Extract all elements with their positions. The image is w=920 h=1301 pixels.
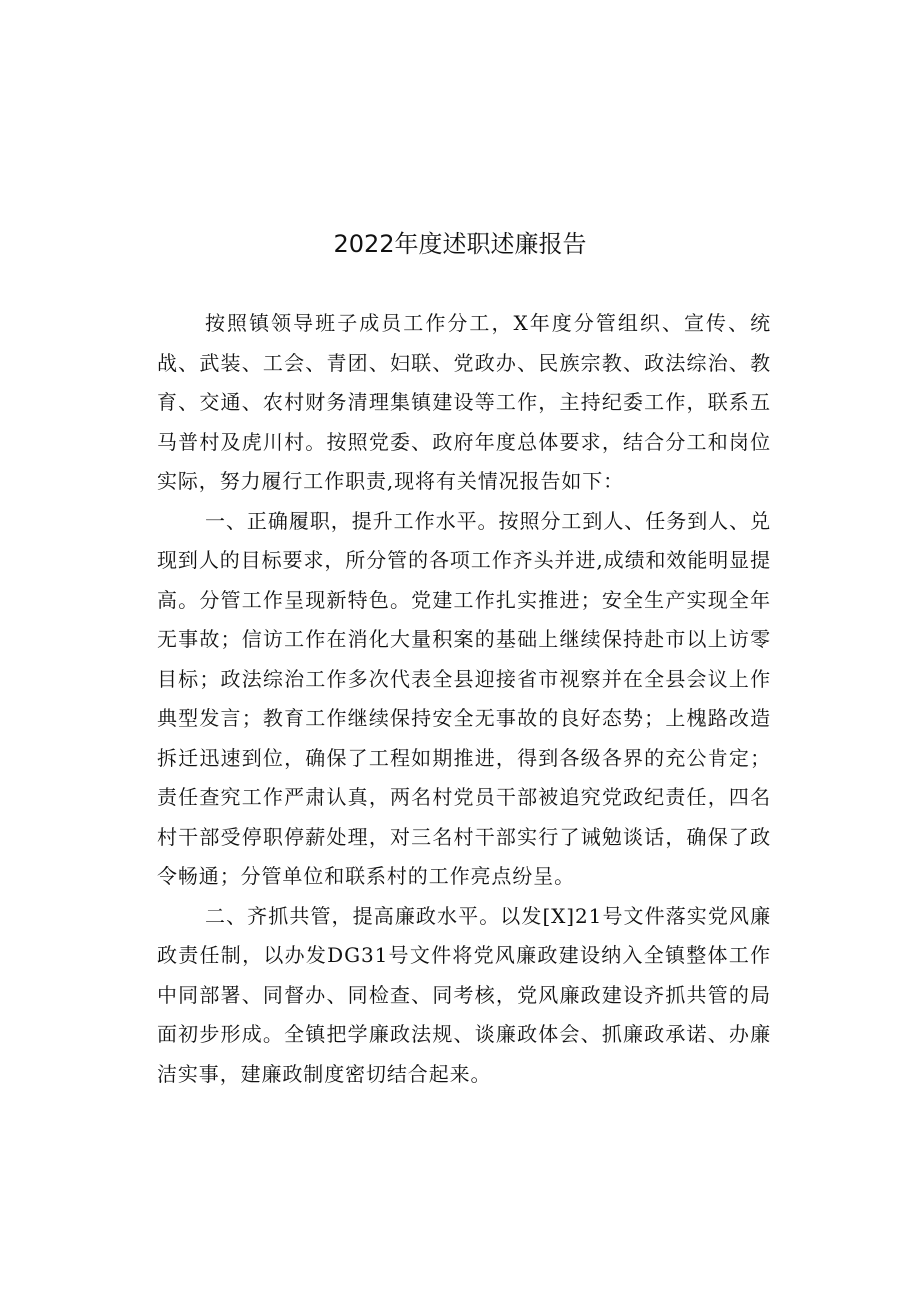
paragraph-section-two: 二、齐抓共管，提高廉政水平。以发[X]21号文件落实党风廉政责任制，以办发DG31号文件将党风廉政建设纳入全镇整体工作中同部署、同督办、同检查、同考核，党风廉政建设齐抓共管的局面初步形成。全镇把学廉政法规、谈廉政体会、抓廉政承诺、办廉洁实事，建廉政制度密切结合起来。 (157, 903, 771, 1086)
paragraph-intro: 按照镇领导班子成员工作分工，X年度分管组织、宣传、统战、武装、工会、青团、妇联、党政办、民族宗教、政法综治、教育、交通、农村财务清理集镇建设等工作，主持纪委工作，联系五马普村及虎川村。按照党委、政府年度总体要求，结合分工和岗位实际，努力履行工作职责,现将有关情况报告如下： (157, 311, 771, 493)
document-title: 2022年度述职述廉报告 (333, 230, 587, 258)
document-body (157, 304, 771, 1094)
paragraph-section-one: 一、正确履职，提升工作水平。按照分工到人、任务到人、兑现到人的目标要求，所分管的各项工作齐头并进,成绩和效能明显提高。分管工作呈现新特色。党建工作扎实推进；安全生产实现全年无事故；信访工作在消化大量积案的基础上继续保持赴市以上访零目标；政法综治工作多次代表全县迎接省市视察并在全县会议上作典型发言；教育工作继续保持安全无事故的良好态势；上槐路改造拆迁迅速到位，确保了工程如期推进，得到各级各界的充公肯定；责任查究工作严肃认真，两名村党员干部被追究党政纪责任，四名村干部受停职停薪处理，对三名村干部实行了诫勉谈话，确保了政令畅通；分管单位和联系村的工作亮点纷呈。 (157, 508, 771, 888)
